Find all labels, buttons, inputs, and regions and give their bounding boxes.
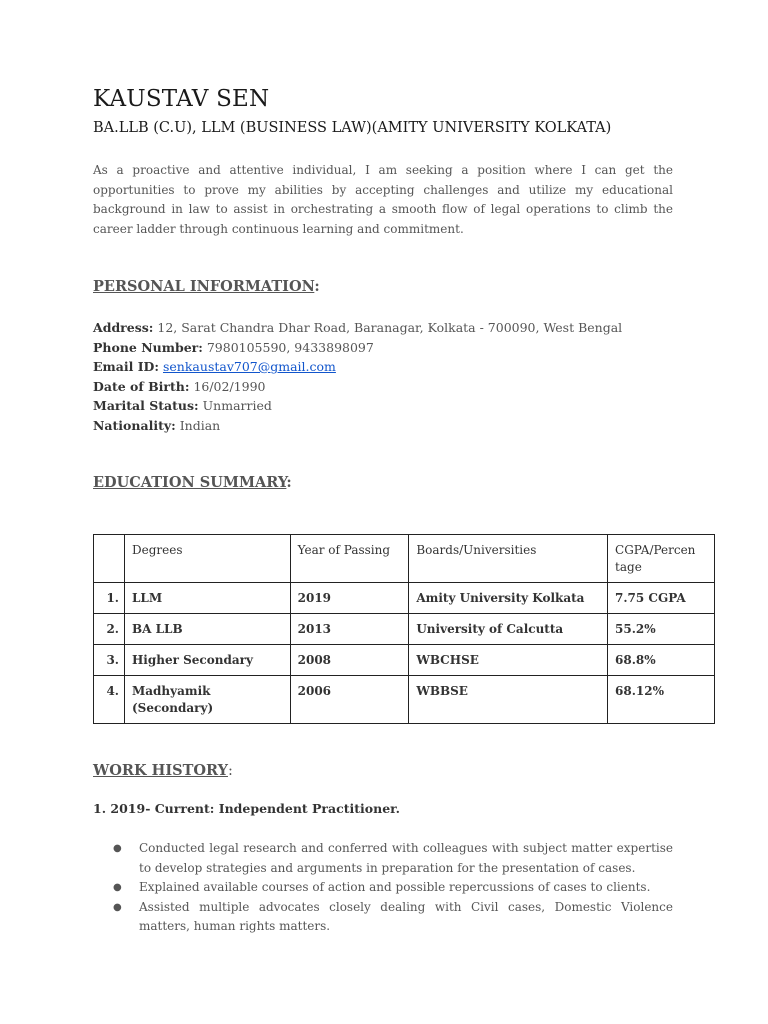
personal-info-list — [93, 318, 622, 435]
degree-cell: BA LLB — [124, 614, 290, 645]
column-header: Year of Passing — [290, 535, 409, 583]
duty-text: Explained available courses of action and possible repercussions of cases to clients. — [139, 880, 651, 894]
work-history-heading-text: WORK HISTORY — [93, 762, 228, 779]
nationality-label: Nationality: — [93, 417, 176, 433]
degree-cell: Higher Secondary — [124, 645, 290, 676]
email-label: Email ID: — [93, 359, 160, 374]
score-cell: 68.12% — [608, 676, 715, 724]
bullet-icon: ● — [113, 882, 122, 893]
personal-info-heading — [93, 278, 320, 295]
table-row — [94, 645, 715, 676]
email-row — [93, 357, 622, 377]
phone-row — [93, 338, 622, 358]
degree-cell: Madhyamik (Secondary) — [124, 676, 290, 724]
job-title: 1. 2019- Current: Independent Practitioner. — [93, 801, 400, 816]
heading-colon: : — [314, 278, 320, 295]
board-cell: WBBSE — [409, 676, 608, 724]
dob-label: Date of Birth: — [93, 378, 190, 394]
job-duties-list — [93, 839, 673, 937]
board-cell: Amity University Kolkata — [409, 583, 608, 614]
year-cell: 2019 — [290, 583, 409, 614]
list-item — [93, 878, 673, 898]
duty-text: Conducted legal research and conferred with colleagues with subject matter expertise to develop strategies and arguments in preparation for the presentation of cases. — [139, 841, 673, 875]
row-number: 2. — [94, 614, 125, 645]
column-header: Boards/Universities — [409, 535, 608, 583]
phone-label: Phone Number: — [93, 339, 203, 355]
heading-colon: : — [286, 474, 292, 491]
year-cell: 2013 — [290, 614, 409, 645]
row-number: 4. — [94, 676, 125, 724]
board-cell: WBCHSE — [409, 645, 608, 676]
year-cell: 2008 — [290, 645, 409, 676]
row-number: 3. — [94, 645, 125, 676]
bullet-icon: ● — [113, 901, 122, 913]
score-cell: 55.2% — [608, 614, 715, 645]
dob-row — [93, 377, 622, 397]
column-header: CGPA/Percen tage — [608, 535, 715, 583]
duty-text: Assisted multiple advocates closely dealing with Civil cases, Domestic Violence matters, human rights matters. — [139, 899, 673, 933]
phone-value: 7980105590, 9433898097 — [202, 339, 374, 355]
education-heading — [93, 474, 292, 491]
table-row — [94, 614, 715, 645]
address-label: Address: — [93, 320, 154, 335]
list-item — [93, 898, 673, 937]
degree-cell: LLM — [124, 583, 290, 614]
marital-row — [93, 396, 622, 416]
personal-info-heading-text: PERSONAL INFORMATION — [93, 278, 315, 295]
nationality-row — [93, 416, 622, 436]
email-link[interactable]: senkaustav707@gmail.com — [163, 359, 336, 374]
board-cell: University of Calcutta — [409, 614, 608, 645]
table-row — [94, 583, 715, 614]
address-value: 12, Sarat Chandra Dhar Road, Baranagar, Kolkata - 700090, West Bengal — [153, 320, 623, 335]
nationality-value: Indian — [175, 417, 221, 433]
marital-label: Marital Status: — [93, 398, 199, 413]
table-row — [94, 676, 715, 724]
row-number: 1. — [94, 583, 125, 614]
marital-value: Unmarried — [198, 398, 272, 413]
column-header — [94, 535, 125, 583]
work-history-heading — [93, 762, 233, 779]
table-header-row — [94, 535, 715, 583]
score-cell: 7.75 CGPA — [608, 583, 715, 614]
heading-colon: : — [227, 763, 233, 779]
education-heading-text: EDUCATION SUMMARY — [93, 474, 287, 491]
dob-value: 16/02/1990 — [189, 378, 266, 394]
bullet-icon: ● — [113, 843, 122, 854]
education-table — [93, 534, 715, 724]
qualifications-subtitle: BA.LLB (C.U), LLM (BUSINESS LAW)(AMITY UNIVERSITY KOLKATA) — [93, 120, 612, 136]
year-cell: 2006 — [290, 676, 409, 724]
career-objective: As a proactive and attentive individual, I am seeking a position where I can get the opportunities to prove my abilities by accepting challenges and utilize my educational background in law to assist in orchestrating a smooth flow of legal operations to climb the career ladder through continuous learning and commitment. — [93, 163, 673, 236]
list-item — [93, 839, 673, 878]
address-row — [93, 318, 622, 338]
column-header: Degrees — [124, 535, 290, 583]
candidate-name: KAUSTAV SEN — [93, 86, 270, 112]
score-cell: 68.8% — [608, 645, 715, 676]
